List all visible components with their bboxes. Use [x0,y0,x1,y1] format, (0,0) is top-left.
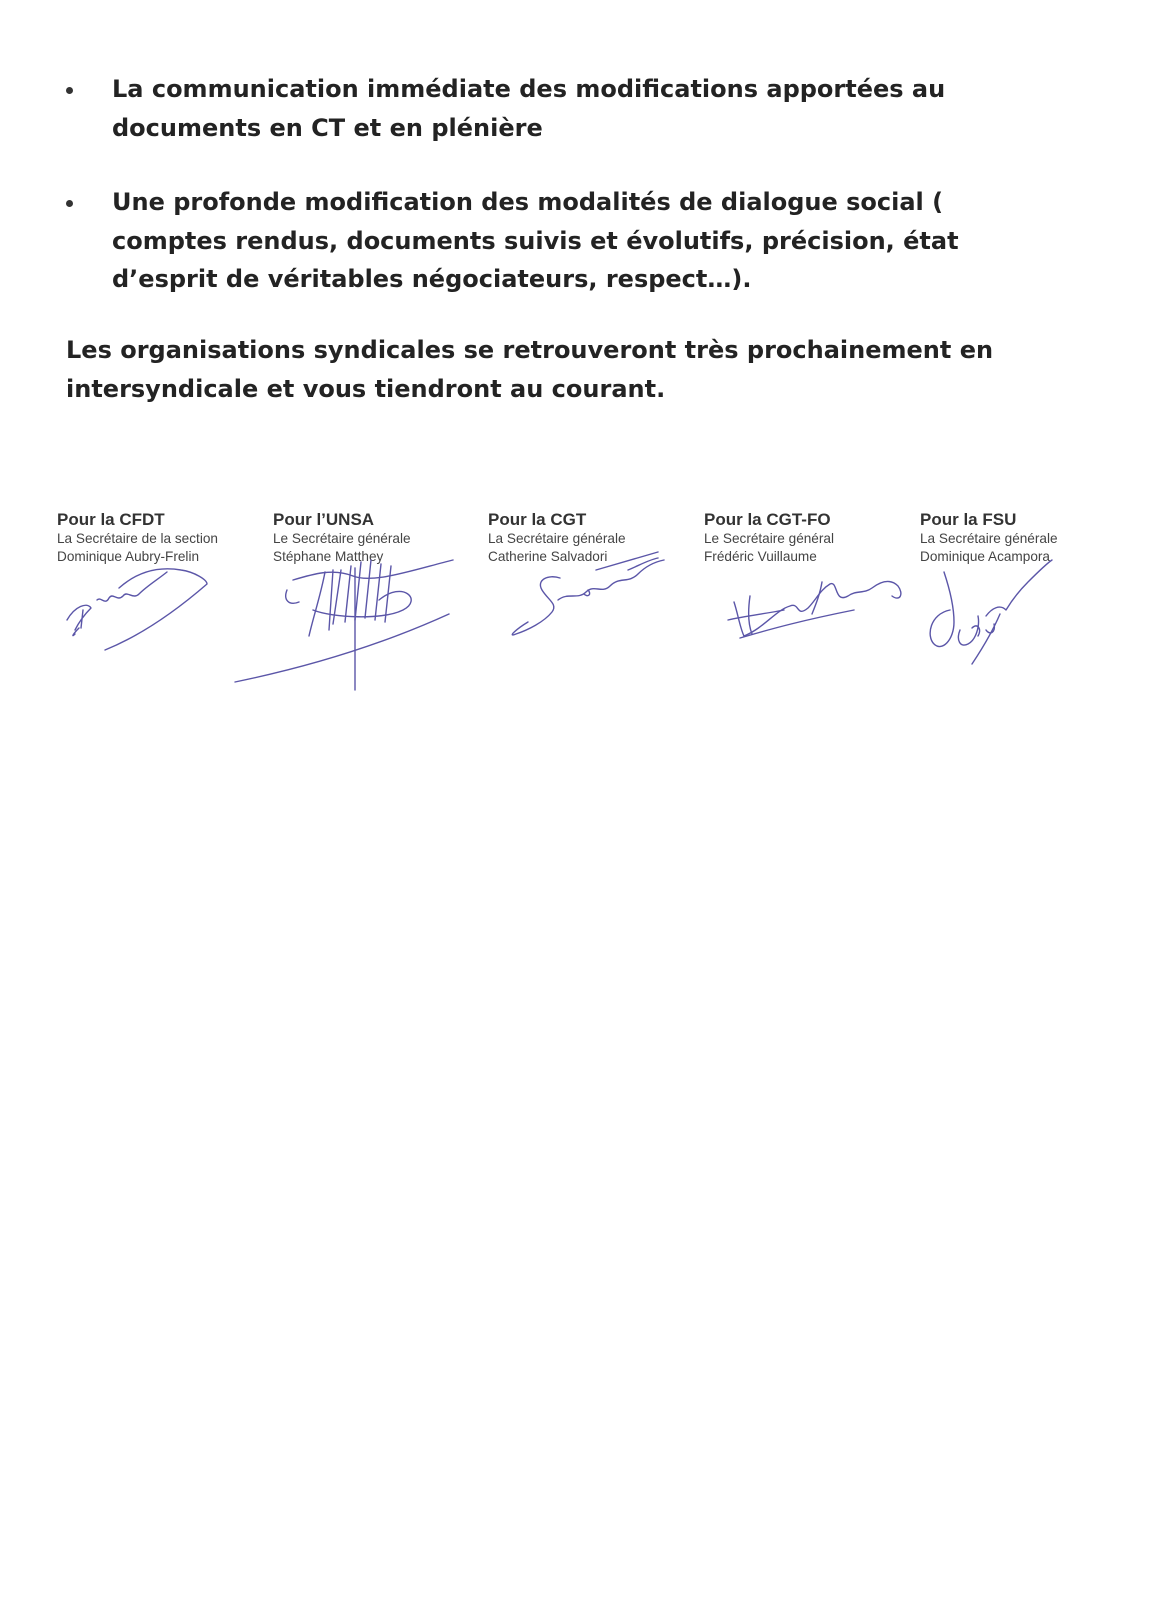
signature-icon [488,510,718,710]
signatory-name: Stéphane Matthey [273,549,384,564]
signatory-org: Pour la CFDT [57,510,165,529]
bullet-text: Une profonde modification des modalités de dialogue social ( comptes rendus, documents suivis et évolutifs, précision, état d’esprit de véritables négociateurs, respect…). [112,188,959,293]
signatory-cgt [488,510,688,710]
signatory-unsa [273,510,473,710]
bullet-item [66,70,1066,147]
signatory-role: Le Secrétaire générale [273,531,411,546]
signatory-name: Catherine Salvadori [488,549,608,564]
closing-paragraph: Les organisations syndicales se retrouveront très prochainement en intersyndicale et vous tiendront au courant. [66,336,994,403]
signatures-row [57,510,1137,710]
signatory-fsu [920,510,1120,710]
signatory-org: Pour la CGT-FO [704,510,831,529]
bullet-list [66,70,1066,299]
signatory-cgt-fo [704,510,904,710]
signature-icon [920,510,1150,710]
signatory-name: Dominique Acampora [920,549,1050,564]
bullet-dot-icon [66,200,73,207]
signatory-role: La Secrétaire générale [488,531,626,546]
signatory-org: Pour la CGT [488,510,587,529]
signature-icon [704,510,934,710]
signatory-name: Dominique Aubry-Frelin [57,549,200,564]
signatory-role: La Secrétaire générale [920,531,1058,546]
signatory-role: La Secrétaire de la section [57,531,218,546]
signatory-role: Le Secrétaire général [704,531,834,546]
signatory-cfdt [57,510,257,710]
signatory-name: Frédéric Vuillaume [704,549,817,564]
signatory-org: Pour la FSU [920,510,1017,529]
bullet-dot-icon [66,87,73,94]
signature-icon [273,510,503,710]
bullet-text: La communication immédiate des modifications apportées au documents en CT et en plénière [112,75,946,142]
signatory-org: Pour l’UNSA [273,510,375,529]
bullet-item [66,183,1066,299]
